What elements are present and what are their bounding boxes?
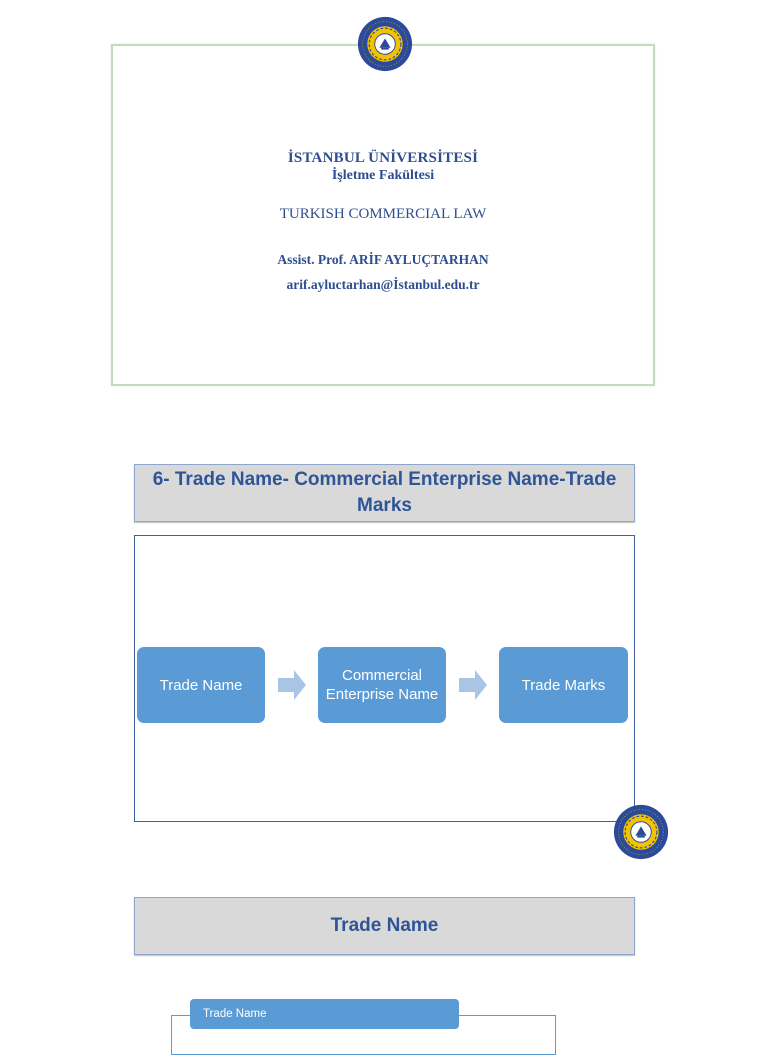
step-commercial-enterprise-name: Commercial Enterprise Name [318,647,446,723]
faculty-name: İşletme Fakültesi [331,168,435,183]
title-slide [111,44,655,386]
right-arrow-icon [278,670,306,700]
slide3-title: Trade Name [134,897,635,955]
university-seal-icon [613,804,669,860]
university-seal-icon [357,16,413,72]
course-title: TURKISH COMMERCIAL LAW [279,206,487,222]
step-trade-name: Trade Name [137,647,265,723]
instructor-name: Assist. Prof. ARİF AYLUÇTARHAN [277,252,489,267]
slide-title: 6- Trade Name- Commercial Enterprise Name-Trade Marks [134,464,635,522]
university-name: İSTANBUL ÜNİVERSİTESİ [287,150,479,166]
trade-name-tab: Trade Name [190,999,459,1029]
right-arrow-icon [459,670,487,700]
step-trade-marks: Trade Marks [499,647,628,723]
instructor-email: arif.ayluctarhan@İstanbul.edu.tr [286,277,480,292]
